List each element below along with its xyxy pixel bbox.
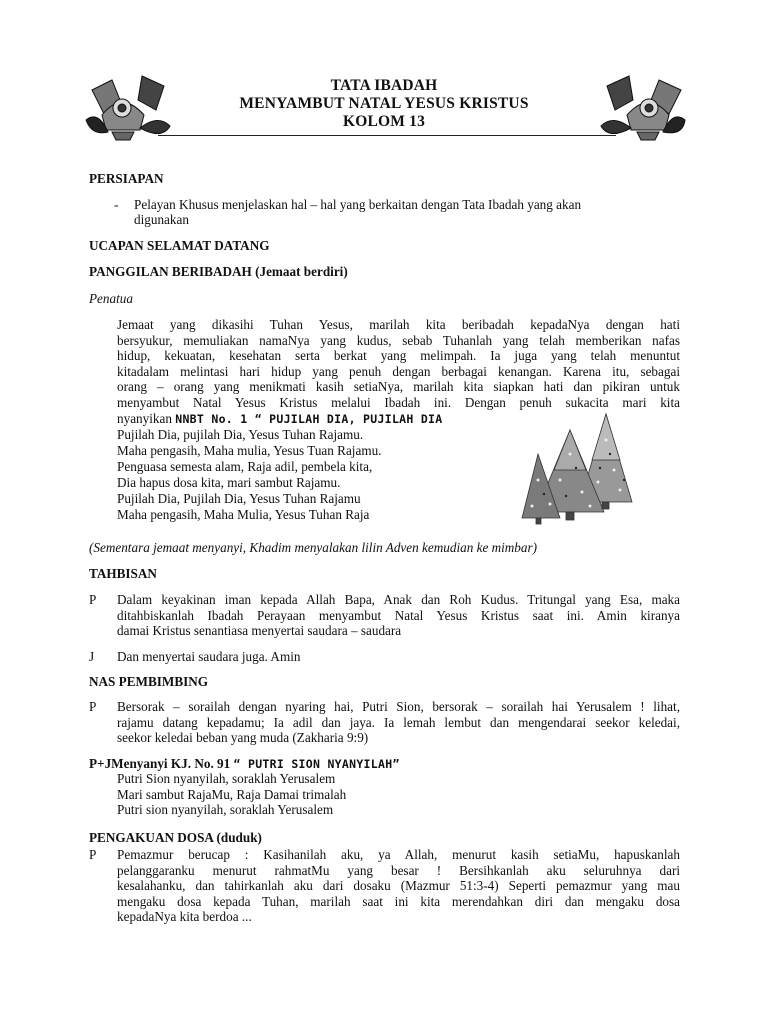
pengakuan-p-label: P (89, 847, 97, 862)
panggilan-heading: PANGGILAN BERIBADAH (Jemaat berdiri) (89, 264, 348, 279)
tahbisan-p-body (117, 592, 680, 639)
panggilan-line: bersyukur, memuliakan namaNya yang kudus, sebab Tuhanlah yang telah memberikan nafas (117, 332, 680, 348)
ucapan-heading: UCAPAN SELAMAT DATANG (89, 238, 270, 253)
panggilan-song-prefix: nyanyikan (117, 410, 176, 426)
document-subtitle: MENYAMBUT NATAL YESUS KRISTUS (239, 95, 529, 112)
tahbisan-line: ditahbiskanlah Ibadah Perayaan menyambut Natal Yesus Kristus saat ini. Amin kiranya (117, 607, 680, 623)
nas-line: rajamu datang kepadamu; Ia adil dan jaya. Ia lemah lembut dan mengendarai seekor keledai, (117, 714, 680, 730)
persiapan-bullet: - (114, 197, 119, 212)
persiapan-text-line2: digunakan (134, 212, 189, 227)
song-lyric-line: Penguasa semesta alam, Raja adil, pembela kita, (117, 458, 373, 474)
song-lyric-line: Putri Sion nyanyilah, soraklah Yerusalem (117, 771, 336, 786)
menyanyi-lyrics (117, 771, 346, 818)
tahbisan-p-label: P (89, 592, 97, 607)
panggilan-line: orang – orang yang menikmati kasih setiaNya, marilah kita siapkan hati dan pikiran untuk (117, 379, 680, 395)
tahbisan-line: Dalam keyakinan iman kepada Allah Bapa, Anak dan Roh Kudus. Tritungal yang Esa, maka (117, 592, 680, 607)
document-column: KOLOM 13 (342, 113, 426, 130)
nas-p-label: P (89, 699, 97, 714)
song-lyric-line: Pujilah Dia, pujilah Dia, Yesus Tuhan Rajamu. (117, 426, 364, 442)
persiapan-heading: PERSIAPAN (89, 171, 164, 186)
nas-heading: NAS PEMBIMBING (89, 674, 209, 689)
panggilan-line: menyambut Natal Yesus Kristus melalui Ibadah ini. Dengan penuh sukacita mari kita (117, 394, 680, 410)
pengakuan-line: kesalahanku, dan tahirkanlah aku dari dosaku (Mazmur 51:3-4) Seperti pemazmur yang mau (117, 878, 680, 894)
song-lyric-line: Pujilah Dia, Pujilah Dia, Yesus Tuhan Rajamu (117, 490, 361, 506)
tahbisan-j-label: J (89, 649, 95, 664)
nas-line: Bersorak – sorailah dengan nyaring hai, Putri Sion, bersorak – sorailah hai Yerusalem ! lihat, (117, 699, 680, 714)
menyanyi-intro: Menyanyi KJ. No. 91 (111, 756, 234, 771)
pengakuan-line: Pemazmur berucap : Kasihanilah aku, ya Allah, menurut kasih setiaMu, hapuskanlah (117, 847, 680, 862)
document-title: TATA IBADAH (330, 77, 438, 94)
song-lyric-line: Maha pengasih, Maha mulia, Yesus Tuan Rajamu. (117, 442, 382, 458)
pengakuan-line: kepadaNya kita berdoa ... (117, 909, 252, 925)
nas-body (117, 699, 680, 746)
panggilan-speaker: Penatua (89, 291, 133, 306)
tahbisan-j-line: Dan menyertai saudara juga. Amin (117, 649, 301, 664)
song-lyric-line: Mari sambut RajaMu, Raja Damai trimalah (117, 786, 347, 802)
panggilan-line: Jemaat yang dikasihi Tuhan Yesus, marilah kita beribadah kepadaNya dengan hati (117, 317, 680, 332)
menyanyi-title: “ PUTRI SION NYANYILAH” (233, 757, 400, 771)
menyanyi-label: P+J (89, 756, 112, 771)
nas-line: seekor keledai beban yang muda (Zakharia 9:9) (117, 730, 369, 746)
panggilan-note: (Sementara jemaat menyanyi, Khadim menyalakan lilin Adven kemudian ke mimbar) (89, 540, 538, 555)
pengakuan-line: mengaku dosa kepada Tuhan, marilah saat ini kita merendahkan diri dan mengaku dosa (117, 893, 680, 909)
song-lyric-line: Putri sion nyanyilah, soraklah Yerusalem (117, 802, 334, 818)
pengakuan-line: pelanggaranku menurut rahmatMu yang besar ! Bersihkanlah aku seluruhnya dari (117, 862, 680, 878)
panggilan-song-title: NNBT No. 1 “ PUJILAH DIA, PUJILAH DIA (175, 411, 443, 426)
panggilan-line: kitadalam melintasi hari hidup yang penuh dengan berbagai kenangan. Karena itu, sebagai (117, 363, 680, 379)
christmas-trees-illustration (520, 410, 640, 525)
panggilan-line: hidup, kekuatan, kesehatan serta berkat yang melimpah. Ia juga yang telah menuntut (117, 348, 680, 364)
tahbisan-line: damai Kristus senantiasa menyertai saudara – saudara (117, 623, 402, 639)
song-lyric-line: Dia hapus dosa kita, mari sambut Rajamu. (117, 474, 341, 490)
song-lyric-line: Maha pengasih, Maha Mulia, Yesus Tuhan Raja (117, 506, 370, 522)
pengakuan-body (117, 847, 680, 925)
persiapan-text-line1: Pelayan Khusus menjelaskan hal – hal yang berkaitan dengan Tata Ibadah yang akan (134, 197, 582, 212)
tahbisan-heading: TAHBISAN (89, 566, 157, 581)
title-underline (158, 135, 616, 136)
menyanyi-heading (89, 756, 400, 772)
pengakuan-heading: PENGAKUAN DOSA (duduk) (89, 830, 262, 845)
